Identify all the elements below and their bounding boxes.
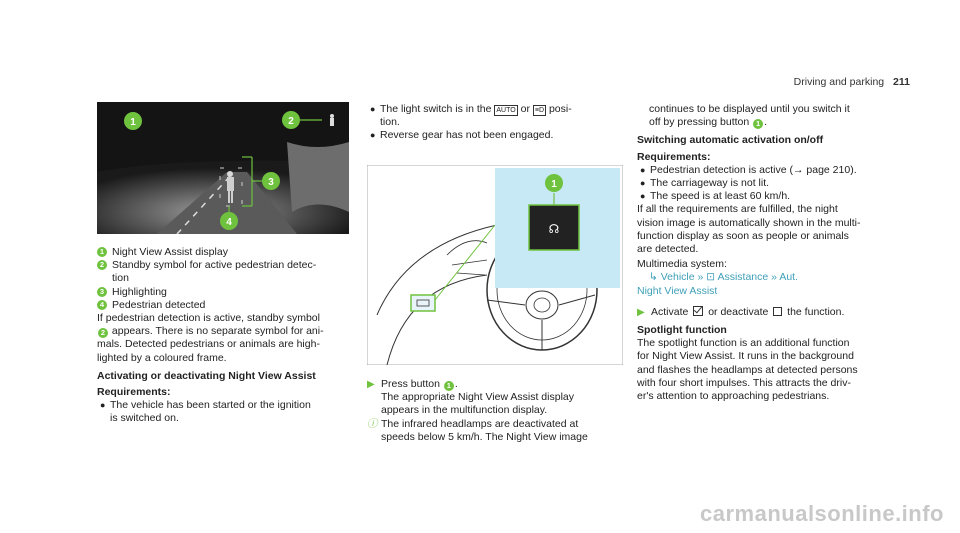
svg-text:3: 3 <box>268 177 274 188</box>
page-number: 211 <box>893 76 910 88</box>
info-icon: ⓘ <box>367 417 378 430</box>
column-2 <box>367 103 629 143</box>
svg-text:☊: ☊ <box>548 222 560 236</box>
assistance-icon: ⊡ <box>706 271 716 284</box>
heading-auto-activation: Switching automatic activation on/off <box>637 134 824 147</box>
checkbox-empty-icon <box>773 307 782 316</box>
legend-item-2: 2 Standby symbol for active pedestrian detec- <box>97 259 355 272</box>
paragraph-requirements-fulfilled: If all the requirements are fulfilled, the night vision image is automatically shown in the multi- function display as soon as people or animals are detected. <box>637 203 861 256</box>
path-chevron-icon-2: » <box>771 271 777 284</box>
column-2-lower <box>367 378 629 444</box>
paragraph-pedestrian: If pedestrian detection is active, standby symbol 2 appears. There is no separate symbol for ani- mals. Detected pedestrians or animals are high- lighted by a coloured frame. <box>97 312 324 364</box>
legend-item-3: 3 Highlighting <box>97 286 355 299</box>
callout-2 <box>282 111 300 129</box>
step-activate: ▶ Activate or deactivate the function. <box>637 305 845 318</box>
watermark: carmanualsonline.info <box>700 501 944 526</box>
svg-text:4: 4 <box>226 217 232 228</box>
info-note: ⓘ The infrared headlamps are deactivated at speeds below 5 km/h. The Night View image <box>367 417 588 443</box>
multimedia-label: Multimedia system: <box>637 258 727 271</box>
svg-text:1: 1 <box>551 179 557 190</box>
requirements-heading-2: Requirements: <box>637 150 711 163</box>
heading-activate: Activating or deactivating Night View Assist <box>97 369 316 382</box>
svg-text:2: 2 <box>288 116 294 127</box>
continued-text: continues to be displayed until you switch it off by pressing button 1 . <box>649 103 850 129</box>
legend-item-4: 4 Pedestrian detected <box>97 299 355 312</box>
menu-path: ↳ Vehicle » ⊡ Assistance » Aut. <box>649 271 799 284</box>
cockpit-illustration <box>367 165 623 365</box>
page-header <box>794 76 910 88</box>
legend-item-2-cont: tion <box>112 272 129 285</box>
legend-item-1: 1 Night View Assist display <box>97 246 355 259</box>
step-arrow-icon: ▶ <box>367 379 375 390</box>
req-carriageway: ● The carriageway is not lit. <box>640 177 770 190</box>
column-1 <box>97 246 355 426</box>
low-beam-symbol: ≡D <box>534 107 545 114</box>
requirement-item: ● The vehicle has been started or the ignition is switched on. <box>100 399 311 425</box>
req-pedestrian: ● Pedestrian detection is active (→ page 210). <box>640 163 857 176</box>
requirements-heading: Requirements: <box>97 386 171 399</box>
step-arrow-icon-2: ▶ <box>637 306 645 318</box>
path-chevron-icon: » <box>697 271 704 284</box>
section-title: Driving and parking <box>793 76 885 88</box>
paragraph-spotlight: The spotlight function is an additional function for Night View Assist. It runs in the background and flashes the headlamps at detected persons with four short impulses. This attracts the driv- er's attention to approaching pedestrians. <box>637 337 858 403</box>
step-press-button: ▶ Press button 1 . The appropriate Night View Assist display appears in the multifunction display. <box>367 378 574 417</box>
req-speed: ● The speed is at least 60 km/h. <box>640 190 791 203</box>
callout-1-figure2 <box>545 174 563 192</box>
menu-path-2: Night View Assist <box>637 284 718 297</box>
night-view-photo <box>97 102 349 234</box>
requirement-light-switch: ● The light switch is in the AUTO or ≡D posi- tion. <box>370 103 572 129</box>
callout-3 <box>262 172 280 190</box>
callout-4 <box>220 212 238 230</box>
checkbox-checked-icon <box>693 306 703 316</box>
path-arrow-icon: ↳ <box>649 271 658 284</box>
heading-spotlight: Spotlight function <box>637 324 727 337</box>
svg-text:1: 1 <box>130 117 136 128</box>
auto-symbol: AUTO <box>496 107 516 114</box>
callout-1 <box>124 112 142 130</box>
requirement-reverse-gear: ● Reverse gear has not been engaged. <box>370 129 554 142</box>
column-3 <box>637 103 902 403</box>
